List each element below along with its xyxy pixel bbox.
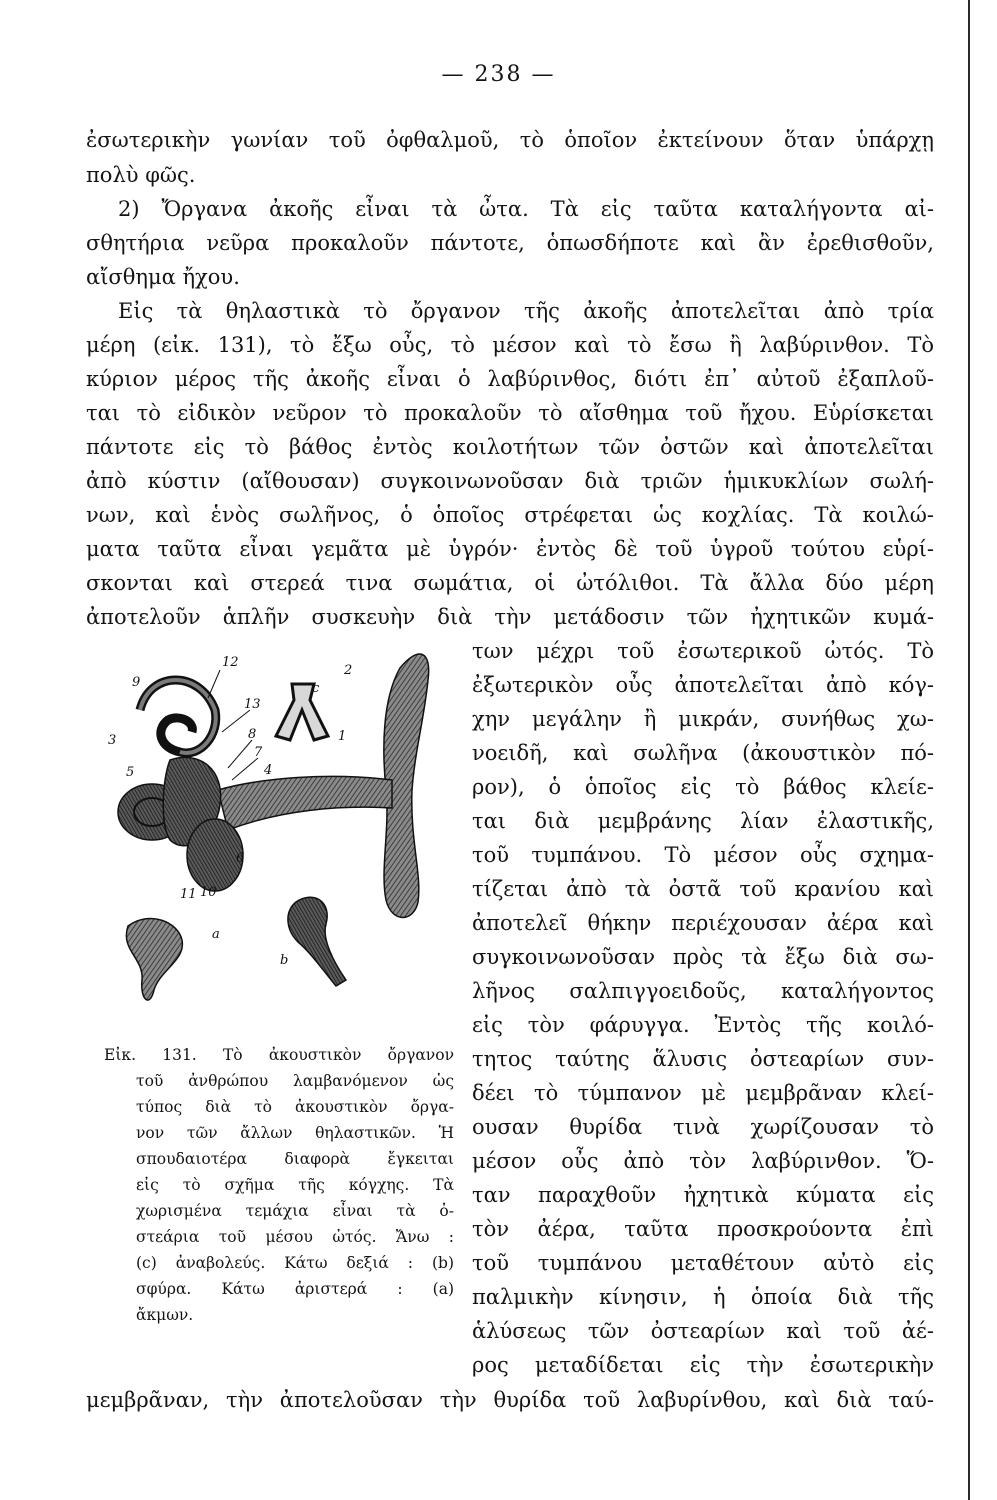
right-column-line: συγκοινωνοῦσαν πρὸς τὰ ἔξω διὰ σω- xyxy=(472,945,934,969)
figure-label: 3 xyxy=(108,733,117,748)
right-column-line: ἀποτελεῖ θήκην περιέχουσαν ἀέρα καὶ xyxy=(472,911,934,935)
figure-label: 8 xyxy=(248,727,257,742)
ear-anatomy-figure xyxy=(100,640,470,1035)
body-line: ἀποτελοῦν ἁπλῆν συσκευὴν διὰ τὴν μετάδοσιν τῶν ἠχητικῶν κυμά- xyxy=(86,605,934,629)
right-column-line: τητος ταύτης ἅλυσις ὀστεαρίων συν- xyxy=(472,1047,934,1071)
figure-label: 11 xyxy=(180,887,197,902)
figure-label: 12 xyxy=(222,655,239,670)
right-column-line: τίζεται ἀπὸ τὰ ὀστᾶ τοῦ κρανίου καὶ xyxy=(472,877,934,901)
right-column-line: ταν παραχθοῦν ἠχητικὰ κύματα εἰς xyxy=(472,1183,934,1207)
body-line: πάντοτε εἰς τὸ βάθος ἐντὸς κοιλοτήτων τῶν ὀστῶν καὶ ἀποτελεῖται xyxy=(86,435,934,459)
right-column-line: δέει τὸ τύμπανον μὲ μεμβρᾶναν κλεί- xyxy=(472,1081,934,1105)
figure-label: 7 xyxy=(254,745,263,760)
figure-caption-line: εἰς τὸ σχῆμα τῆς κόγχης. Τὰ xyxy=(136,1176,454,1194)
right-column-line: νοειδῆ, καὶ σωλῆνα (ἀκουστικὸν πό- xyxy=(472,741,934,765)
figure-label: 6 xyxy=(236,851,245,866)
right-column-line: τοῦ τυμπάνου. Τὸ μέσον οὖς σχημα- xyxy=(472,843,934,867)
stirrup-bone-shape xyxy=(276,684,328,740)
figure-caption-line: σφύρα. Κάτω ἀριστερά : (a) xyxy=(136,1280,454,1298)
anvil-bone-shape xyxy=(126,919,182,1001)
body-line: ἐσωτερικὴν γωνίαν τοῦ ὀφθαλμοῦ, τὸ ὁποῖον ἐκτείνουν ὅταν ὑπάρχῃ xyxy=(86,128,934,152)
body-line: ἀπὸ κύστιν (αἴθουσαν) συγκοινωνοῦσαν διὰ τριῶν ἡμικυκλίων σωλή- xyxy=(86,469,934,493)
body-line: μέρη (εἰκ. 131), τὸ ἔξω οὖς, τὸ μέσον καὶ τὸ ἔσω ἢ λαβύρινθον. Τὸ xyxy=(86,333,934,357)
right-column-line: ται διὰ μεμβράνης λίαν ἐλαστικῆς, xyxy=(472,809,934,833)
right-column-line: χην μεγάλην ἢ μικράν, συνήθως χω- xyxy=(472,707,934,731)
body-line: 2) Ὄργανα ἀκοῆς εἶναι τὰ ὦτα. Τὰ εἰς ταῦτα καταλήγοντα αἰ- xyxy=(118,197,934,221)
figure-label: 9 xyxy=(132,675,141,690)
right-column-line: των μέχρι τοῦ ἐσωτερικοῦ ὠτός. Τὸ xyxy=(472,639,934,663)
right-column-line: ρος μεταδίδεται εἰς τὴν ἐσωτερικὴν xyxy=(472,1353,934,1377)
body-line-final: μεμβρᾶναν, τὴν ἀποτελοῦσαν τὴν θυρίδα τοῦ λαβυρίνθου, καὶ διὰ ταύ- xyxy=(86,1388,934,1412)
body-line: νων, καὶ ἑνὸς σωλῆνος, ὁ ὁποῖος στρέφεται ὡς κοχλίας. Τὰ κοιλώ- xyxy=(86,503,934,527)
body-line: πολὺ φῶς. xyxy=(86,163,196,187)
page-edge-line xyxy=(968,0,970,1500)
right-column-line: τὸν ἀέρα, ταῦτα προσκρούοντα ἐπὶ xyxy=(472,1217,934,1241)
body-line: σκονται καὶ στερεά τινα σωμάτια, οἱ ὠτόλιθοι. Τὰ ἄλλα δύο μέρη xyxy=(86,571,934,595)
figure-caption-line: ἄκμων. xyxy=(136,1306,194,1324)
right-column-line: ἁλύσεως τῶν ὀστεαρίων καὶ τοῦ ἀέ- xyxy=(472,1319,934,1343)
right-column-line: ρον), ὁ ὁποῖος εἰς τὸ βάθος κλείε- xyxy=(472,775,934,799)
ear-canal-shape xyxy=(218,776,392,830)
right-column-line: μέσον οὖς ἀπὸ τὸν λαβύρινθον. Ὅ- xyxy=(472,1149,934,1173)
right-column-line: παλμικὴν κίνησιν, ἡ ὁποία διὰ τῆς xyxy=(472,1285,934,1309)
body-line: ματα ταῦτα εἶναι γεμᾶτα μὲ ὑγρόν· ἐντὸς δὲ τοῦ ὑγροῦ τούτου εὑρί- xyxy=(86,537,934,561)
figure-label: c xyxy=(312,681,320,696)
figure-label: 13 xyxy=(244,697,261,712)
figure-caption-line: σπουδαιοτέρα διαφορὰ ἔγκειται xyxy=(136,1150,454,1168)
body-line: αἴσθημα ἤχου. xyxy=(86,265,240,289)
figure-label: 2 xyxy=(344,663,353,678)
figure-label: a xyxy=(212,927,220,942)
figure-label: b xyxy=(280,953,289,968)
body-line: σθητήρια νεῦρα προκαλοῦν πάντοτε, ὁπωσδήποτε καὶ ἂν ἐρεθισθοῦν, xyxy=(86,231,934,255)
figure-label: 4 xyxy=(264,763,273,778)
figure-caption-line: νον τῶν ἄλλων θηλαστικῶν. Ἡ xyxy=(136,1124,454,1142)
body-line: Εἰς τὰ θηλαστικὰ τὸ ὄργανον τῆς ἀκοῆς ἀποτελεῖται ἀπὸ τρία xyxy=(118,299,934,323)
figure-label: 5 xyxy=(126,765,135,780)
right-column-line: λῆνος σαλπιγγοειδοῦς, καταλήγοντος xyxy=(472,979,934,1003)
right-column-line: ουσαν θυρίδα τινὰ χωρίζουσαν τὸ xyxy=(472,1115,934,1139)
body-line: κύριον μέρος τῆς ἀκοῆς εἶναι ὁ λαβύρινθος, διότι ἐπ᾽ αὐτοῦ ἐξαπλοῦ- xyxy=(86,367,934,391)
page-number: — 238 — xyxy=(441,62,556,87)
figure-caption-line: στεάρια τοῦ μέσου ὠτός. Ἄνω : xyxy=(136,1228,454,1246)
hammer-bone-shape xyxy=(288,897,346,986)
figure-label: 1 xyxy=(338,729,347,744)
body-line: ται τὸ εἰδικὸν νεῦρον τὸ προκαλοῦν τὸ αἴσθημα τοῦ ἤχου. Εὑρίσκεται xyxy=(86,401,934,425)
figure-caption-line: χωρισμένα τεμάχια εἶναι τὰ ὀ- xyxy=(136,1202,454,1220)
right-column-line: ἐξωτερικὸν οὖς ἀποτελεῖται ἀπὸ κόγ- xyxy=(472,673,934,697)
figure-caption-line: τύπος διὰ τὸ ἀκουστικὸν ὄργα- xyxy=(136,1098,454,1116)
right-column-line: τοῦ τυμπάνου μεταθέτουν αὐτὸ εἰς xyxy=(472,1251,934,1275)
figure-caption-line: τοῦ ἀνθρώπου λαμβανόμενον ὡς xyxy=(136,1072,454,1090)
figure-caption-line: (c) ἀναβολεύς. Κάτω δεξιά : (b) xyxy=(136,1254,454,1272)
figure-label: 10 xyxy=(200,885,217,900)
right-column-line: εἰς τὸν φάρυγγα. Ἐντὸς τῆς κοιλό- xyxy=(472,1013,934,1037)
ear-illustration xyxy=(100,640,470,1035)
figure-caption-line: Εἰκ. 131. Τὸ ἀκουστικὸν ὄργανον xyxy=(104,1046,454,1064)
